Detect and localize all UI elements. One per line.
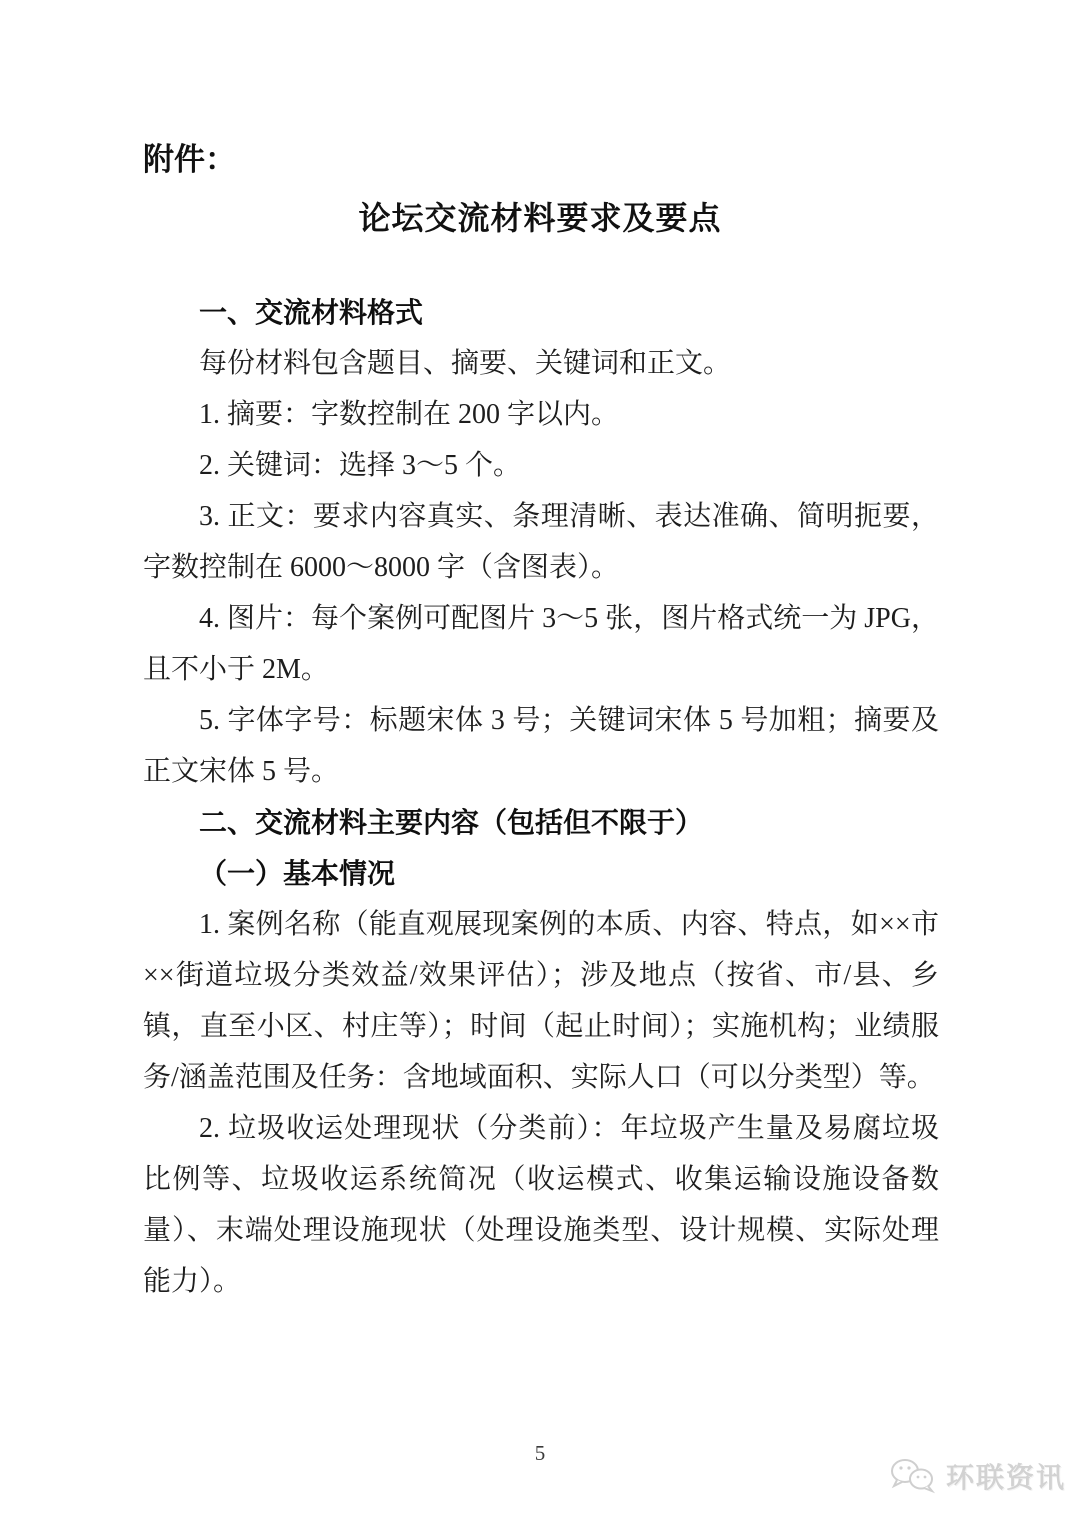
- paragraph: 5. 字体字号：标题宋体 3 号；关键词宋体 5 号加粗；摘要及正文宋体 5 号。: [143, 705, 939, 787]
- watermark: [888, 1456, 1066, 1496]
- paragraph: 2. 关键词：选择 3～5 个。: [199, 450, 522, 481]
- paragraph: 4. 图片：每个案例可配图片 3～5 张，图片格式统一为 JPG，且不小于 2M。: [143, 603, 939, 685]
- section-heading: 二、交流材料主要内容（包括但不限于）: [199, 807, 704, 838]
- document-body: [143, 287, 939, 1307]
- paragraph: 3. 正文：要求内容真实、条理清晰、表达准确、简明扼要，字数控制在 6000～8000 字（含图表）。: [143, 501, 939, 583]
- section-heading: （一）基本情况: [199, 858, 396, 889]
- page-title: 论坛交流材料要求及要点: [358, 200, 722, 236]
- paragraph: 每份材料包含题目、摘要、关键词和正文。: [199, 348, 732, 379]
- paragraph: 1. 摘要：字数控制在 200 字以内。: [199, 399, 620, 430]
- wechat-logo-icon: [888, 1456, 940, 1496]
- section-heading: 一、交流材料格式: [199, 297, 424, 328]
- watermark-text: 环联资讯: [945, 1462, 1066, 1493]
- paragraph: 2. 垃圾收运处理现状（分类前）：年垃圾产生量及易腐垃圾比例等、垃圾收运系统简况（收运模式、收集运输设施设备数量）、末端处理设施现状（处理设施类型、设计规模、实际处理能力）。: [143, 1113, 939, 1297]
- attachment-label: 附件：: [143, 142, 236, 177]
- paragraph: 1. 案例名称（能直观展现案例的本质、内容、特点，如××市××街道垃圾分类效益/效果评估）；涉及地点（按省、市/县、乡镇，直至小区、村庄等）；时间（起止时间）；实施机构；业绩服务/涵盖范围及任务：含地域面积、实际人口（可以分类型）等。: [143, 909, 939, 1093]
- page-number: 5: [534, 1441, 546, 1465]
